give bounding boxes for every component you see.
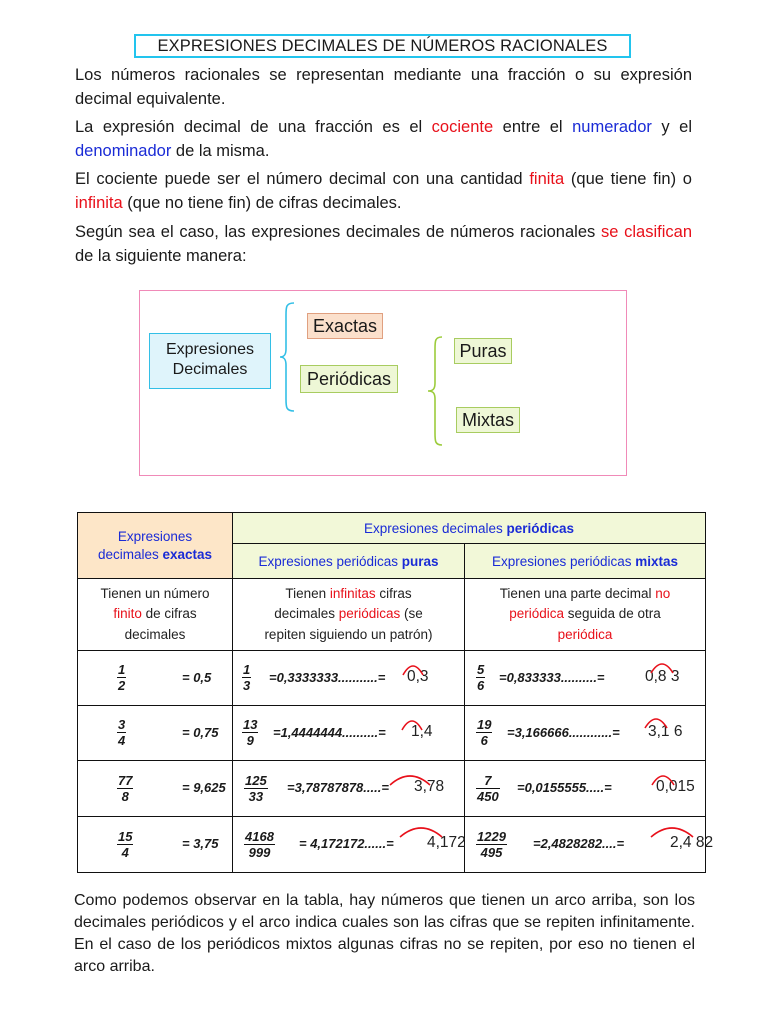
period-arc-icon xyxy=(643,714,669,730)
decimal-expansion: =3,166666............= xyxy=(507,724,620,740)
decimal-expansion: =0,3333333...........= xyxy=(269,669,386,685)
periodic-result: 3,1 6 xyxy=(648,722,683,740)
term-numerador: numerador xyxy=(572,118,652,136)
header-periodicas: Expresiones decimales periódicas xyxy=(233,513,706,544)
table-row xyxy=(78,761,706,817)
periodic-result: 0,015 xyxy=(656,778,695,795)
brace-right xyxy=(426,335,446,447)
intro-paragraph-2: La expresión decimal de una fracción es el cociente entre el numerador y el denominador de la misma. xyxy=(75,118,692,160)
term-cociente: cociente xyxy=(431,118,494,136)
decimal-expansion: =3,78787878.....= xyxy=(287,780,389,795)
decimal-expansion: =0,0155555.....= xyxy=(517,780,612,795)
periodic-result: 0,3 xyxy=(407,667,429,685)
closing-note: Como podemos observar en la tabla, hay números que tienen un arco arriba, son los decimales periódicos y el arco indica cuales son las cifras que se repiten infinitamente. En el caso de los periódicos mixtos algunas cifras no se repiten, por eso no tienen el arco arriba. xyxy=(74,892,695,975)
decimal-expansion: =1,4444444..........= xyxy=(273,724,386,740)
fraction: 13 9 xyxy=(243,717,258,748)
term-finita: finita xyxy=(529,170,565,188)
term-infinita: infinita xyxy=(75,193,123,212)
example-pura xyxy=(233,761,465,817)
fraction: 15 4 xyxy=(118,828,133,860)
fraction: 3 4 xyxy=(118,717,126,748)
diagram-periodicas-box: Periódicas xyxy=(300,365,398,393)
term-denominador: denominador xyxy=(75,141,172,160)
example-exacta xyxy=(78,761,233,817)
fraction: 19 6 xyxy=(477,717,492,748)
fraction: 7 450 xyxy=(477,772,499,804)
fraction: 77 8 xyxy=(118,772,133,804)
period-arc-icon xyxy=(401,661,425,677)
table-row xyxy=(78,651,706,706)
fraction: 5 6 xyxy=(477,662,485,693)
example-exacta xyxy=(78,817,233,873)
period-arc-icon xyxy=(649,823,695,839)
desc-exactas: Tienen un número finito de cifras decimales xyxy=(78,579,233,651)
decimal-expansion: = 9,625 xyxy=(182,780,226,795)
intro-paragraph-4: Según sea el caso, las expresiones decimales de números racionales se clasifican de la siguiente manera: xyxy=(75,223,692,265)
period-arc-icon xyxy=(649,659,675,675)
decimal-expansion: = 4,172172......= xyxy=(299,836,394,851)
periodic-result: 3,78 xyxy=(414,778,445,795)
header-puras: Expresiones periódicas puras xyxy=(233,544,465,579)
header-mixtas: Expresiones periódicas mixtas xyxy=(465,544,706,579)
fraction: 1229 495 xyxy=(477,828,506,860)
periodic-result: 0,8 3 xyxy=(645,667,680,685)
header-exactas: Expresiones decimales exactas xyxy=(78,513,233,579)
fraction: 1 2 xyxy=(118,662,126,693)
example-pura xyxy=(233,706,465,761)
fraction: 4168 999 xyxy=(245,828,274,860)
period-arc-icon xyxy=(400,716,424,732)
page-title: EXPRESIONES DECIMALES DE NÚMEROS RACIONALES xyxy=(134,34,631,58)
example-pura xyxy=(233,651,465,706)
decimal-expansion: = 3,75 xyxy=(182,836,219,851)
table-row xyxy=(78,706,706,761)
example-pura xyxy=(233,817,465,873)
fraction: 1 3 xyxy=(243,662,251,693)
diagram-puras-box: Puras xyxy=(454,338,512,364)
decimal-expansion: = 0,75 xyxy=(182,724,219,740)
period-arc-icon xyxy=(388,771,432,787)
example-mixta xyxy=(465,761,706,817)
classification-diagram xyxy=(139,290,627,476)
intro-paragraph-3: El cociente puede ser el número decimal con una cantidad finita (que tiene fin) o infinita (que no tiene fin) de cifras decimales. xyxy=(75,170,692,212)
decimal-expansion: = 0,5 xyxy=(182,669,212,685)
example-exacta xyxy=(78,706,233,761)
periodic-result: 4,172 xyxy=(427,834,466,851)
periodic-result: 2,4 82 xyxy=(670,834,714,851)
diagram-root-box: Expresiones Decimales xyxy=(149,333,271,389)
table-row xyxy=(78,817,706,873)
decimal-expansion: =0,833333..........= xyxy=(499,669,605,685)
brace-left xyxy=(278,301,298,413)
intro-paragraph-1: Los números racionales se representan mediante una fracción o su expresión decimal equivalente. xyxy=(75,66,692,108)
diagram-mixtas-box: Mixtas xyxy=(456,407,520,433)
desc-mixtas: Tienen una parte decimal no periódica seguida de otra periódica xyxy=(465,579,706,651)
diagram-exactas-box: Exactas xyxy=(307,313,383,339)
decimal-expressions-table xyxy=(77,512,714,873)
example-mixta xyxy=(465,651,706,706)
term-se-clasifican: se clasifican xyxy=(600,223,692,241)
example-mixta xyxy=(465,817,714,873)
periodic-result: 1,4 xyxy=(411,722,433,740)
fraction: 125 33 xyxy=(245,772,267,804)
period-arc-icon xyxy=(650,771,676,787)
example-mixta xyxy=(465,706,706,761)
example-exacta xyxy=(78,651,233,706)
period-arc-icon xyxy=(398,823,444,839)
desc-puras: Tienen infinitas cifras decimales periódicas (se repiten siguiendo un patrón) xyxy=(233,579,465,651)
decimal-expansion: =2,4828282....= xyxy=(533,836,625,851)
